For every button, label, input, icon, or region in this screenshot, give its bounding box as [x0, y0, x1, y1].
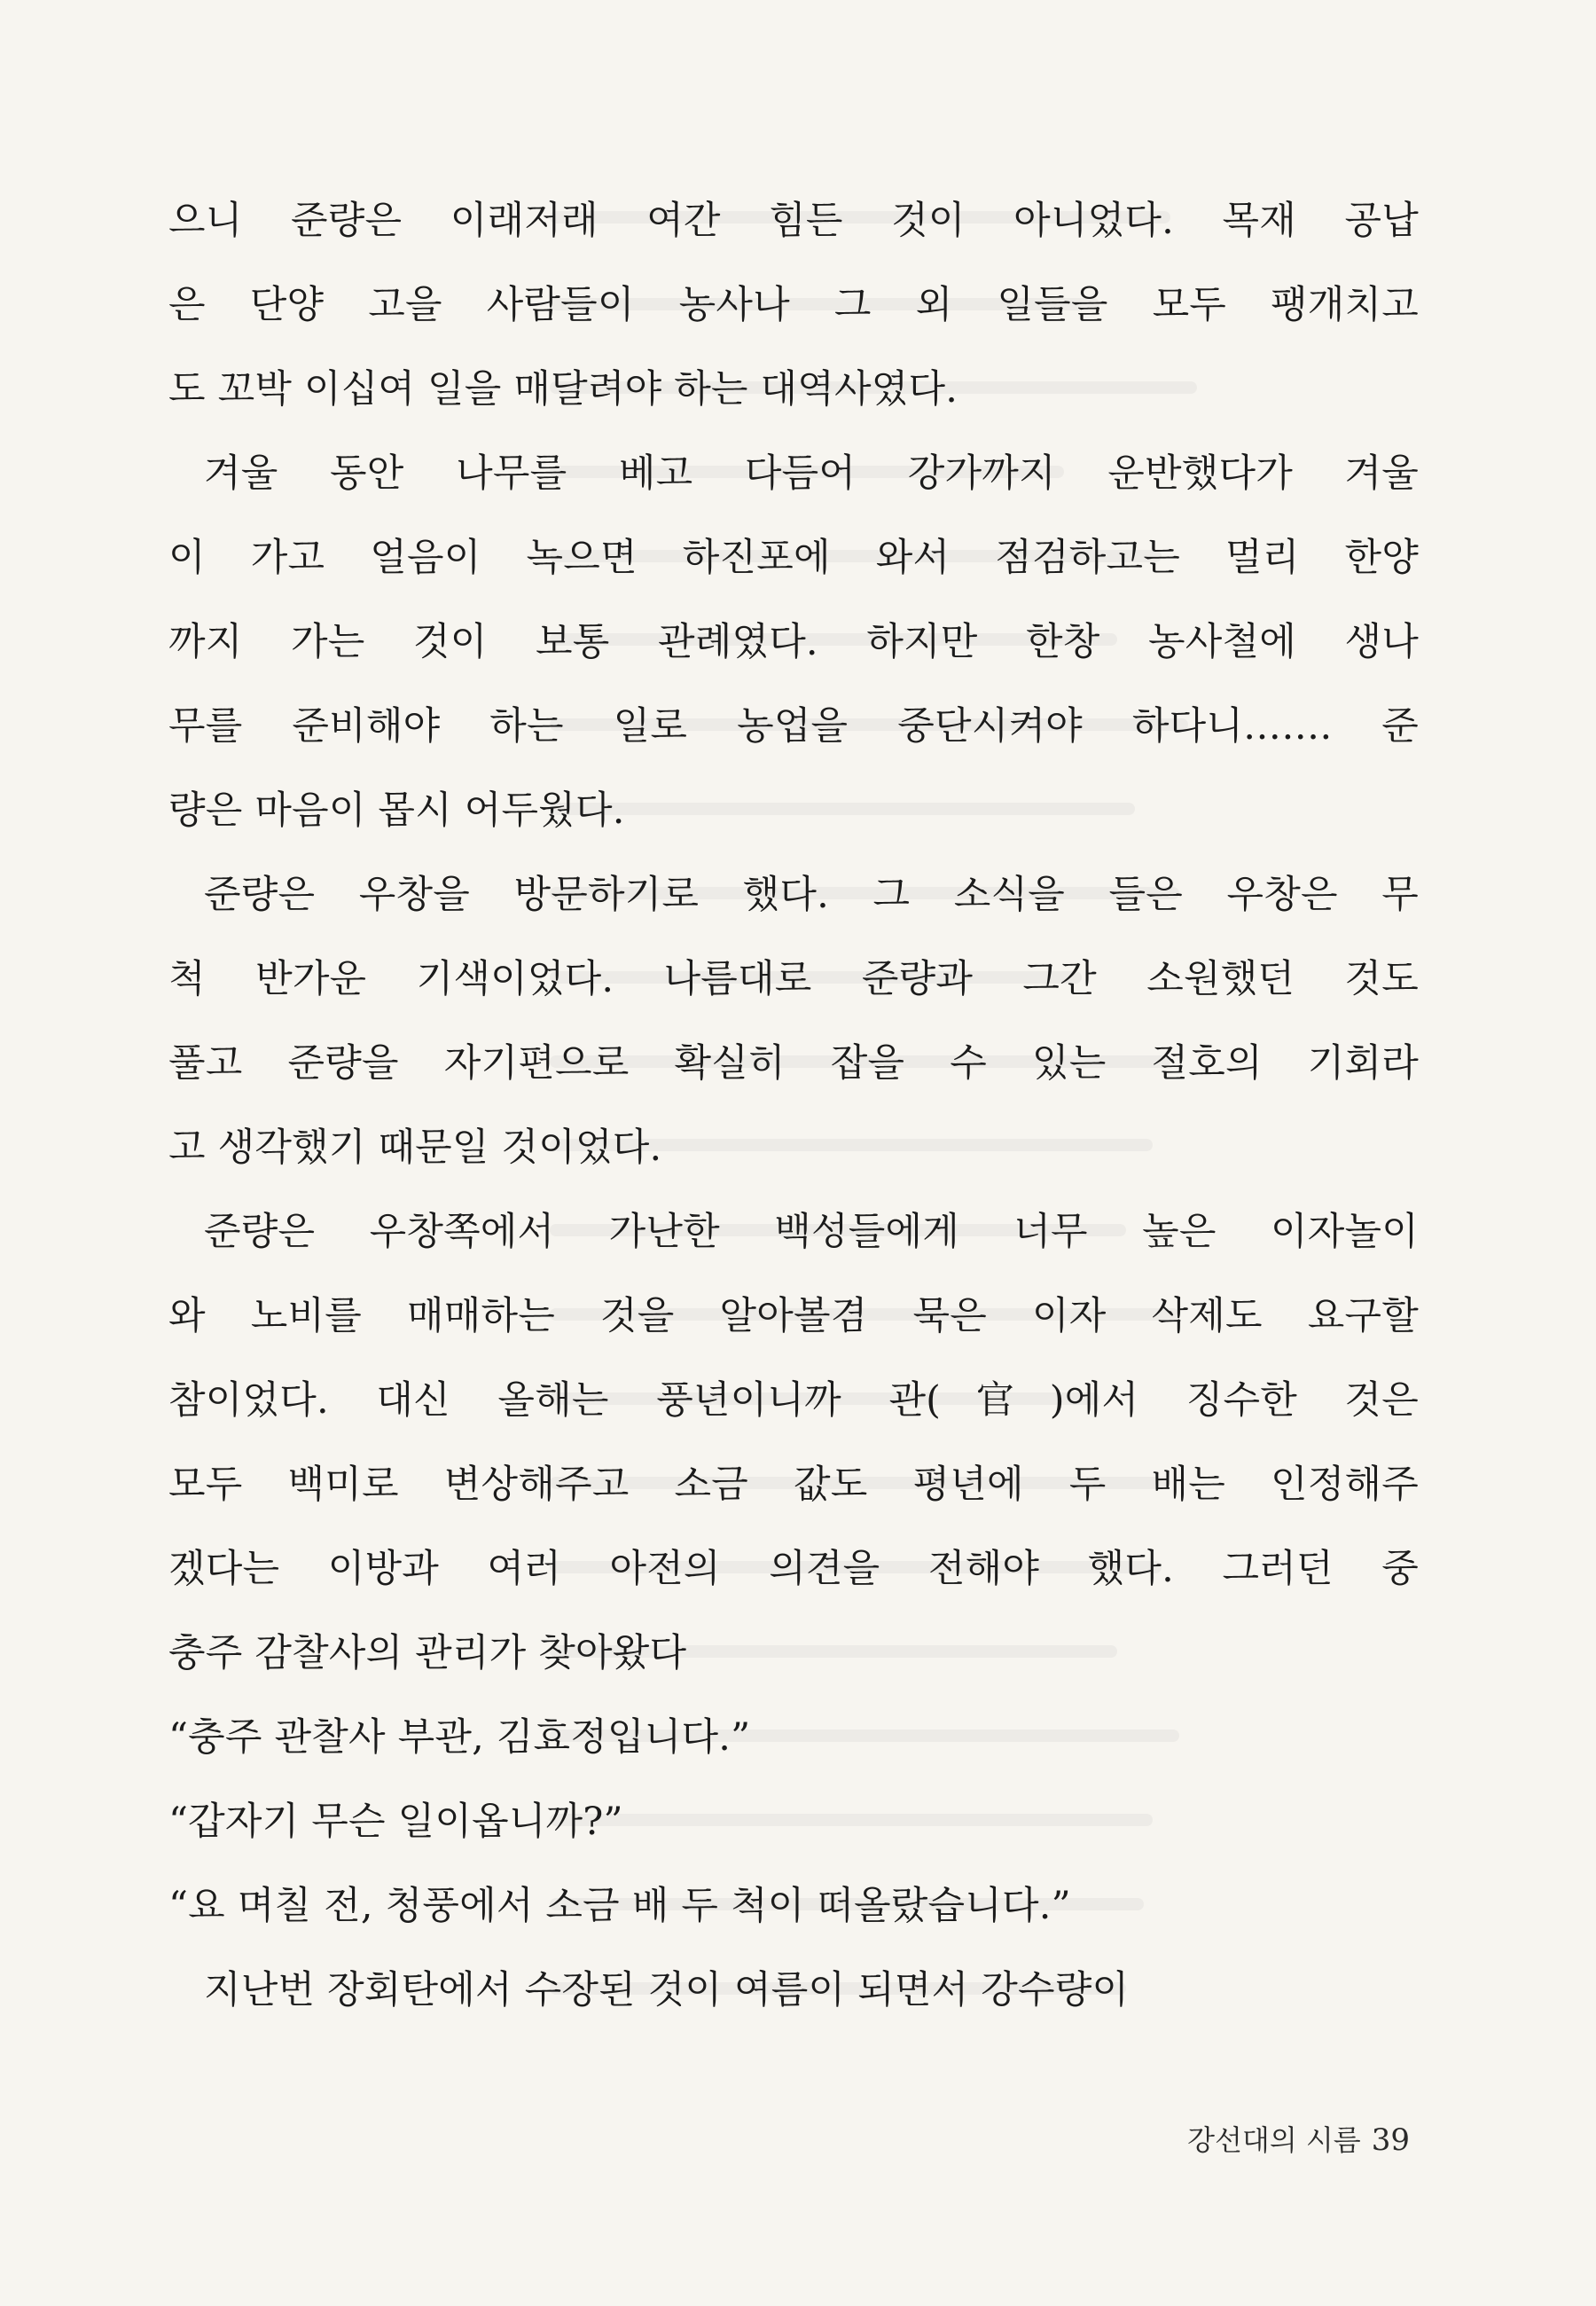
text-line: 까지 가는 것이 보통 관례였다. 하지만 한창 농사철에 생나: [168, 620, 1419, 664]
text-line: “요 며칠 전, 청풍에서 소금 배 두 척이 떠올랐습니다.”: [168, 1884, 1071, 1928]
text-line: 지난번 장회탄에서 수장된 것이 여름이 되면서 강수량이: [204, 1968, 1130, 2012]
text-line: 겠다는 이방과 여러 아전의 의견을 전해야 했다. 그러던 중: [168, 1547, 1419, 1591]
paragraph: [168, 432, 1419, 853]
text-line: 준량은 우창쪽에서 가난한 백성들에게 너무 높은 이자놀이: [204, 1210, 1419, 1254]
text-line: 이 가고 얼음이 녹으면 하진포에 와서 점검하고는 멀리 한양: [168, 536, 1419, 580]
text-line: “갑자기 무슨 일이옵니까?”: [168, 1800, 623, 1844]
text-line: 모두 백미로 변상해주고 소금 값도 평년에 두 배는 인정해주: [168, 1463, 1419, 1507]
paragraph: [168, 1780, 1419, 1864]
text-line: “충주 관찰사 부관, 김효정입니다.”: [168, 1715, 751, 1760]
paragraph: [168, 179, 1419, 432]
paragraph: [168, 1864, 1419, 1949]
text-line: 도 꼬박 이십여 일을 매달려야 하는 대역사였다.: [168, 367, 958, 412]
page-footer: [1187, 2118, 1410, 2159]
text-line: 참이었다. 대신 올해는 풍년이니까 관(官)에서 징수한 것은: [168, 1378, 1419, 1423]
text-line: 풀고 준량을 자기편으로 확실히 잡을 수 있는 절호의 기회라: [168, 1041, 1419, 1086]
page-number: 39: [1371, 2122, 1410, 2158]
paragraph: [168, 1190, 1419, 1696]
text-line: 고 생각했기 때문일 것이었다.: [168, 1126, 662, 1170]
text-line: 량은 마음이 몹시 어두웠다.: [168, 788, 625, 833]
text-line: 척 반가운 기색이었다. 나름대로 준량과 그간 소원했던 것도: [168, 957, 1419, 1001]
text-line: 충주 감찰사의 관리가 찾아왔다: [168, 1631, 687, 1675]
paragraph: [168, 1696, 1419, 1780]
text-line: 으니 준량은 이래저래 여간 힘든 것이 아니었다. 목재 공납: [168, 199, 1419, 243]
body-text: [168, 179, 1419, 2033]
text-line: 무를 준비해야 하는 일로 농업을 중단시켜야 하다니……. 준: [168, 704, 1419, 749]
paragraph: [168, 1949, 1419, 2033]
text-line: 와 노비를 매매하는 것을 알아볼겸 묵은 이자 삭제도 요구할: [168, 1294, 1419, 1338]
text-line: 은 단양 고을 사람들이 농사나 그 외 일들을 모두 팽개치고: [168, 283, 1419, 327]
text-line: 준량은 우창을 방문하기로 했다. 그 소식을 들은 우창은 무: [204, 873, 1419, 917]
paragraph: [168, 853, 1419, 1190]
text-line: 겨울 동안 나무를 베고 다듬어 강가까지 운반했다가 겨울: [204, 451, 1419, 496]
book-title: 강선대의 시름: [1187, 2123, 1361, 2157]
